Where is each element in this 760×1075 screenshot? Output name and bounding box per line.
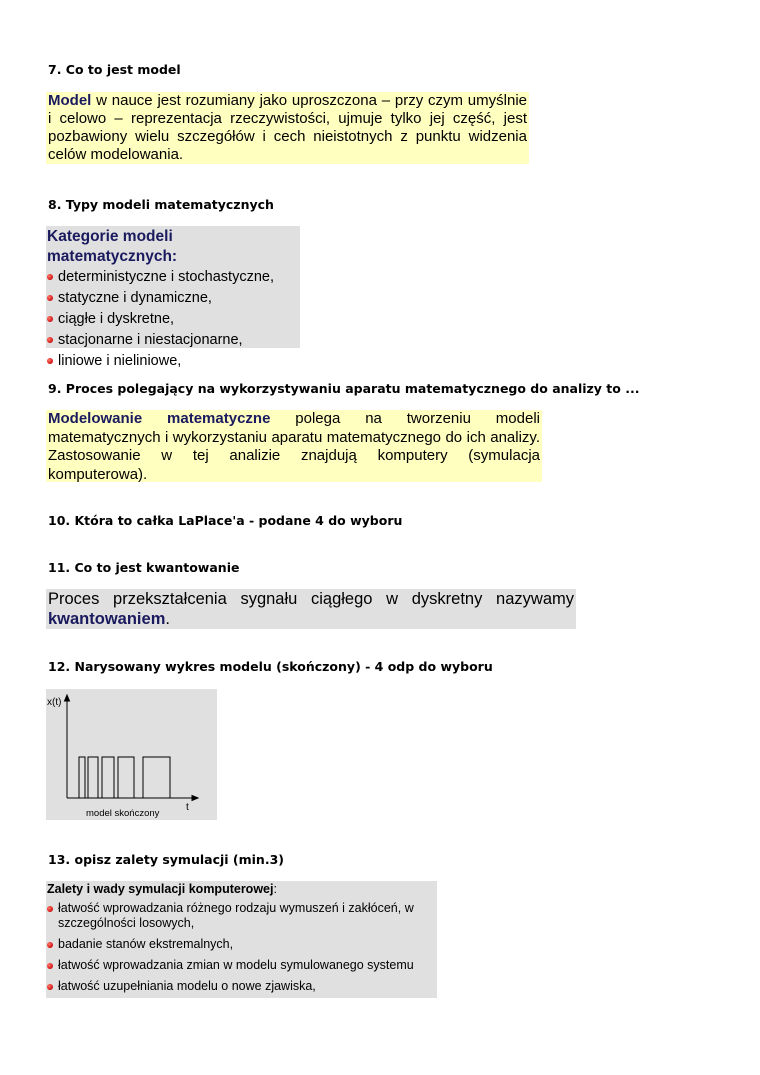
- model-definition-text: w nauce jest rozumiany jako uproszczona – przy czym umyślnie i celowo – reprezentacja rzeczywistości, ujmuje tylko jej część, jest pozbawiony wielu szczegółów i cech nieistotnych z punktu widzenia celów modelowania.: [48, 92, 527, 163]
- list-item: [47, 958, 437, 973]
- list-item-text: statyczne i dynamiczne,: [58, 290, 212, 306]
- finite-model-figure: [46, 689, 217, 820]
- list-item: [47, 901, 437, 931]
- bullet-icon: [47, 316, 53, 322]
- x-axis-label: t: [186, 802, 189, 813]
- bullet-icon: [47, 295, 53, 301]
- quantization-term: kwantowaniem: [48, 610, 166, 628]
- question-7-heading: 7. Co to jest model: [48, 62, 181, 77]
- quantization-box: [46, 589, 576, 629]
- question-13-heading: 13. opisz zalety symulacji (min.3): [48, 852, 284, 867]
- bullet-icon: [47, 963, 53, 969]
- x-axis-arrow: [192, 796, 198, 801]
- model-categories-list: [47, 267, 300, 372]
- list-item: [47, 330, 300, 351]
- model-categories-title: Kategorie modeli matematycznych:: [47, 228, 178, 265]
- question-9-heading: 9. Proces polegający na wykorzystywaniu aparatu matematycznego do analizy to ...: [48, 381, 640, 396]
- list-item-text: deterministyczne i stochastyczne,: [58, 269, 274, 285]
- bullet-icon: [47, 984, 53, 990]
- simulation-box-title: Zalety i wady symulacji komputerowej: [47, 882, 274, 896]
- finite-model-plot: [46, 689, 217, 820]
- model-term: Model: [48, 92, 92, 109]
- list-item: [47, 937, 437, 952]
- list-item: [47, 267, 300, 288]
- list-item-text: liniowe i nieliniowe,: [58, 353, 182, 369]
- math-modeling-term: Modelowanie matematyczne: [48, 410, 271, 427]
- question-10-heading: 10. Która to całka LaPlace'a - podane 4 do wyboru: [48, 513, 403, 528]
- simulation-box-title-colon: :: [273, 882, 277, 896]
- math-modeling-box: [46, 410, 542, 482]
- bullet-icon: [47, 274, 53, 280]
- list-item-text: łatwość wprowadzania zmian w modelu symulowanego systemu: [58, 958, 414, 972]
- bullet-icon: [47, 906, 53, 912]
- model-definition-box: [46, 92, 529, 164]
- question-11-heading: 11. Co to jest kwantowanie: [48, 560, 240, 575]
- figure-caption: model skończony: [86, 808, 160, 819]
- math-modeling-text: polega na tworzeniu modeli matematycznych i wykorzystaniu aparatu matematycznego do ich analizy. Zastosowanie w tej analizie znajdują komputery (symulacja komputerowa).: [48, 410, 540, 483]
- simulation-advantages-list: [47, 901, 437, 994]
- simulation-advantages-box: [46, 881, 437, 998]
- y-axis-arrow: [65, 695, 70, 701]
- list-item-text: stacjonarne i niestacjonarne,: [58, 332, 243, 348]
- list-item-text: łatwość uzupełniania modelu o nowe zjawiska,: [58, 979, 316, 993]
- list-item: [47, 309, 300, 330]
- list-item: [47, 288, 300, 309]
- question-12-heading: 12. Narysowany wykres modelu (skończony) - 4 odp do wyboru: [48, 659, 493, 674]
- bullet-icon: [47, 358, 53, 364]
- list-item-text: łatwość wprowadzania różnego rodzaju wymuszeń i zakłóceń, w szczególności losowych,: [58, 901, 414, 930]
- list-item: [47, 979, 437, 994]
- y-axis-label: x(t): [47, 697, 62, 708]
- quantization-end: .: [165, 610, 170, 628]
- bullet-icon: [47, 942, 53, 948]
- bullet-icon: [47, 337, 53, 343]
- model-categories-box: [46, 226, 300, 369]
- quantization-text: Proces przekształcenia sygnału ciągłego w dyskretny nazywamy: [48, 590, 574, 608]
- pulse-train-signal: [79, 757, 170, 798]
- list-item: [47, 351, 300, 372]
- list-item-text: ciągłe i dyskretne,: [58, 311, 175, 327]
- list-item-text: badanie stanów ekstremalnych,: [58, 937, 234, 951]
- question-8-heading: 8. Typy modeli matematycznych: [48, 197, 274, 212]
